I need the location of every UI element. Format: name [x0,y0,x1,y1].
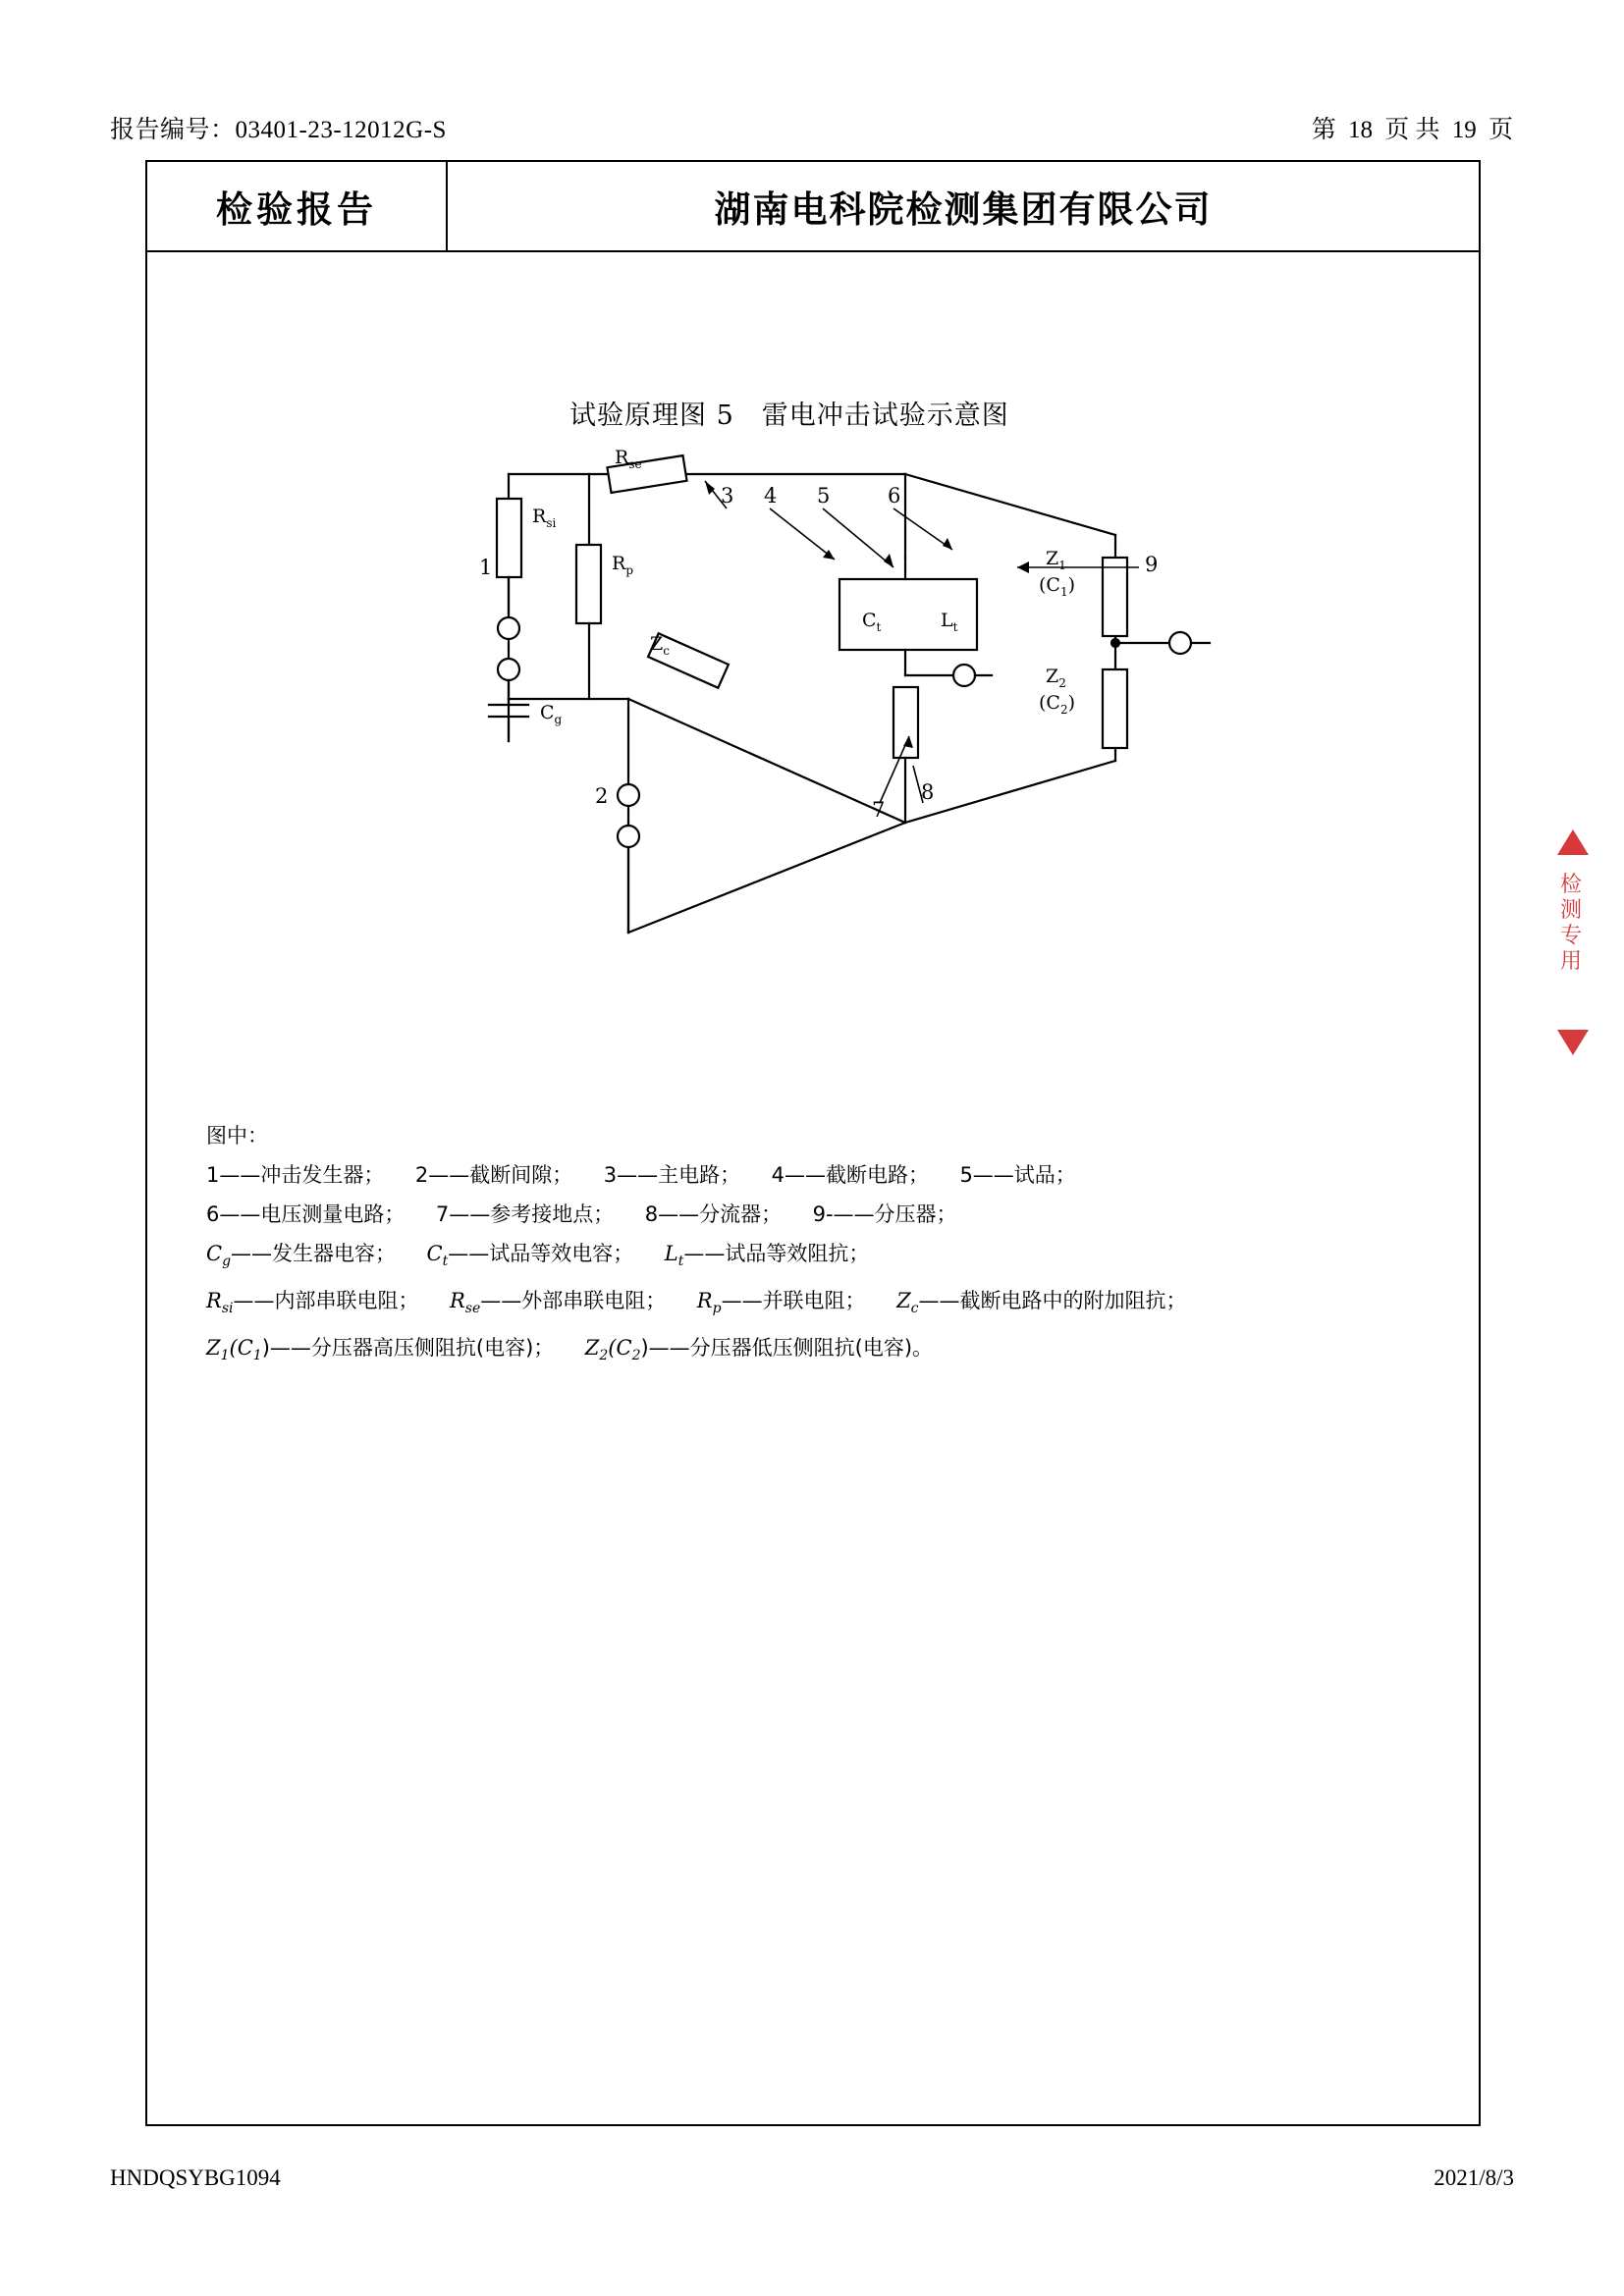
page-current: 18 [1347,117,1373,143]
figure-caption: 试验原理图 5 雷电冲击试验示意图 [569,400,1009,431]
legend-block [206,1116,1443,1376]
legend-line-5: $Z_1(C_1)——$分压器高压侧阻抗(电容)； $Z_2(C_2)——$分压器低压侧阻抗(电容)。 [206,1336,934,1364]
report-frame [145,160,1481,2126]
company-name: 湖南电科院检测集团有限公司 [714,187,1213,231]
stamp-top-triangle-icon [1557,829,1589,855]
title-cell-company [448,162,1479,250]
legend-sym-cg: $C_g$ [206,1242,232,1270]
label-rsi: $R_{si}$ [532,506,557,530]
title-cell-report-type [147,162,448,250]
label-rp: $R_p$ [612,553,633,577]
legend-line-3: $C_g——$发生器电容； $C_t——$试品等效电容； $L_t——$试品等效阻抗； [206,1242,870,1270]
label-z2-cap: $(C_2)$ [1039,692,1076,717]
callout-2: 2 [595,784,609,808]
page-total: 19 [1451,117,1477,143]
report-number-value: 03401-23-12012G-S [235,117,447,143]
circuit-diagram-svg [304,442,1345,1090]
callout-6: 6 [888,484,901,507]
legend-sym-rse: $R_{se}$ [449,1289,481,1317]
label-rse: $R_{se}$ [615,447,642,471]
legend-sym-z2: $Z_2(C_2$ [584,1336,641,1364]
report-number-label: 报告编号： [110,117,236,143]
legend-line-1: 1——冲击发生器； 2——截断间隙； 3——主电路； 4——截断电路； 5——试品； [206,1163,1076,1187]
footer-doc-code: HNDQSYBG1094 [110,2165,281,2190]
red-stamp [1547,829,1602,1055]
legend-sym-z1: $Z_1(C_1$ [206,1336,262,1364]
label-zc: $Z_c$ [650,633,670,658]
callout-3: 3 [721,484,734,507]
page-mid: 页 共 [1384,117,1440,143]
callout-5: 5 [817,484,831,507]
title-row [147,162,1479,252]
stamp-bottom-triangle-icon [1557,1030,1589,1055]
label-cg: $C_g$ [540,702,563,726]
legend-sym-rp: $R_p$ [696,1289,722,1317]
page-prefix: 第 [1311,117,1336,143]
footer-date: 2021/8/3 [1434,2165,1514,2190]
page-indicator [1309,110,1516,145]
label-c1: $C_t$ [862,610,882,634]
legend-sym-ct: $C_t$ [426,1242,449,1270]
label-z2: $Z_2$ [1046,666,1066,690]
report-type-label: 检验报告 [216,187,377,231]
stamp-text: 检测专用 [1559,873,1584,974]
callout-1: 1 [479,556,493,579]
callout-7: 7 [872,798,886,822]
legend-sym-rsi: $R_{si}$ [206,1289,234,1317]
legend-sym-zc: $Z_c$ [896,1289,919,1317]
label-l1: $L_t$ [941,610,958,634]
report-number [110,110,447,145]
callout-8: 8 [921,780,935,804]
circuit-diagram [304,442,1345,1090]
label-z1-cap: $(C_1)$ [1039,574,1076,599]
legend-line-4: $R_{si}——$内部串联电阻； $R_{se}——$外部串联电阻； $R_p——$并联电阻； $Z_c——$截断电路中的附加阻抗； [206,1289,1187,1317]
label-z1: $Z_1$ [1046,548,1066,572]
legend-heading: 图中： [206,1124,268,1148]
legend-line-2: 6——电压测量电路； 7——参考接地点； 8——分流器； 9-——分压器； [206,1202,957,1226]
callout-9: 9 [1145,553,1159,576]
callout-4: 4 [764,484,778,507]
page-suffix: 页 [1488,117,1513,143]
legend-sym-lt: $L_t$ [664,1242,684,1270]
